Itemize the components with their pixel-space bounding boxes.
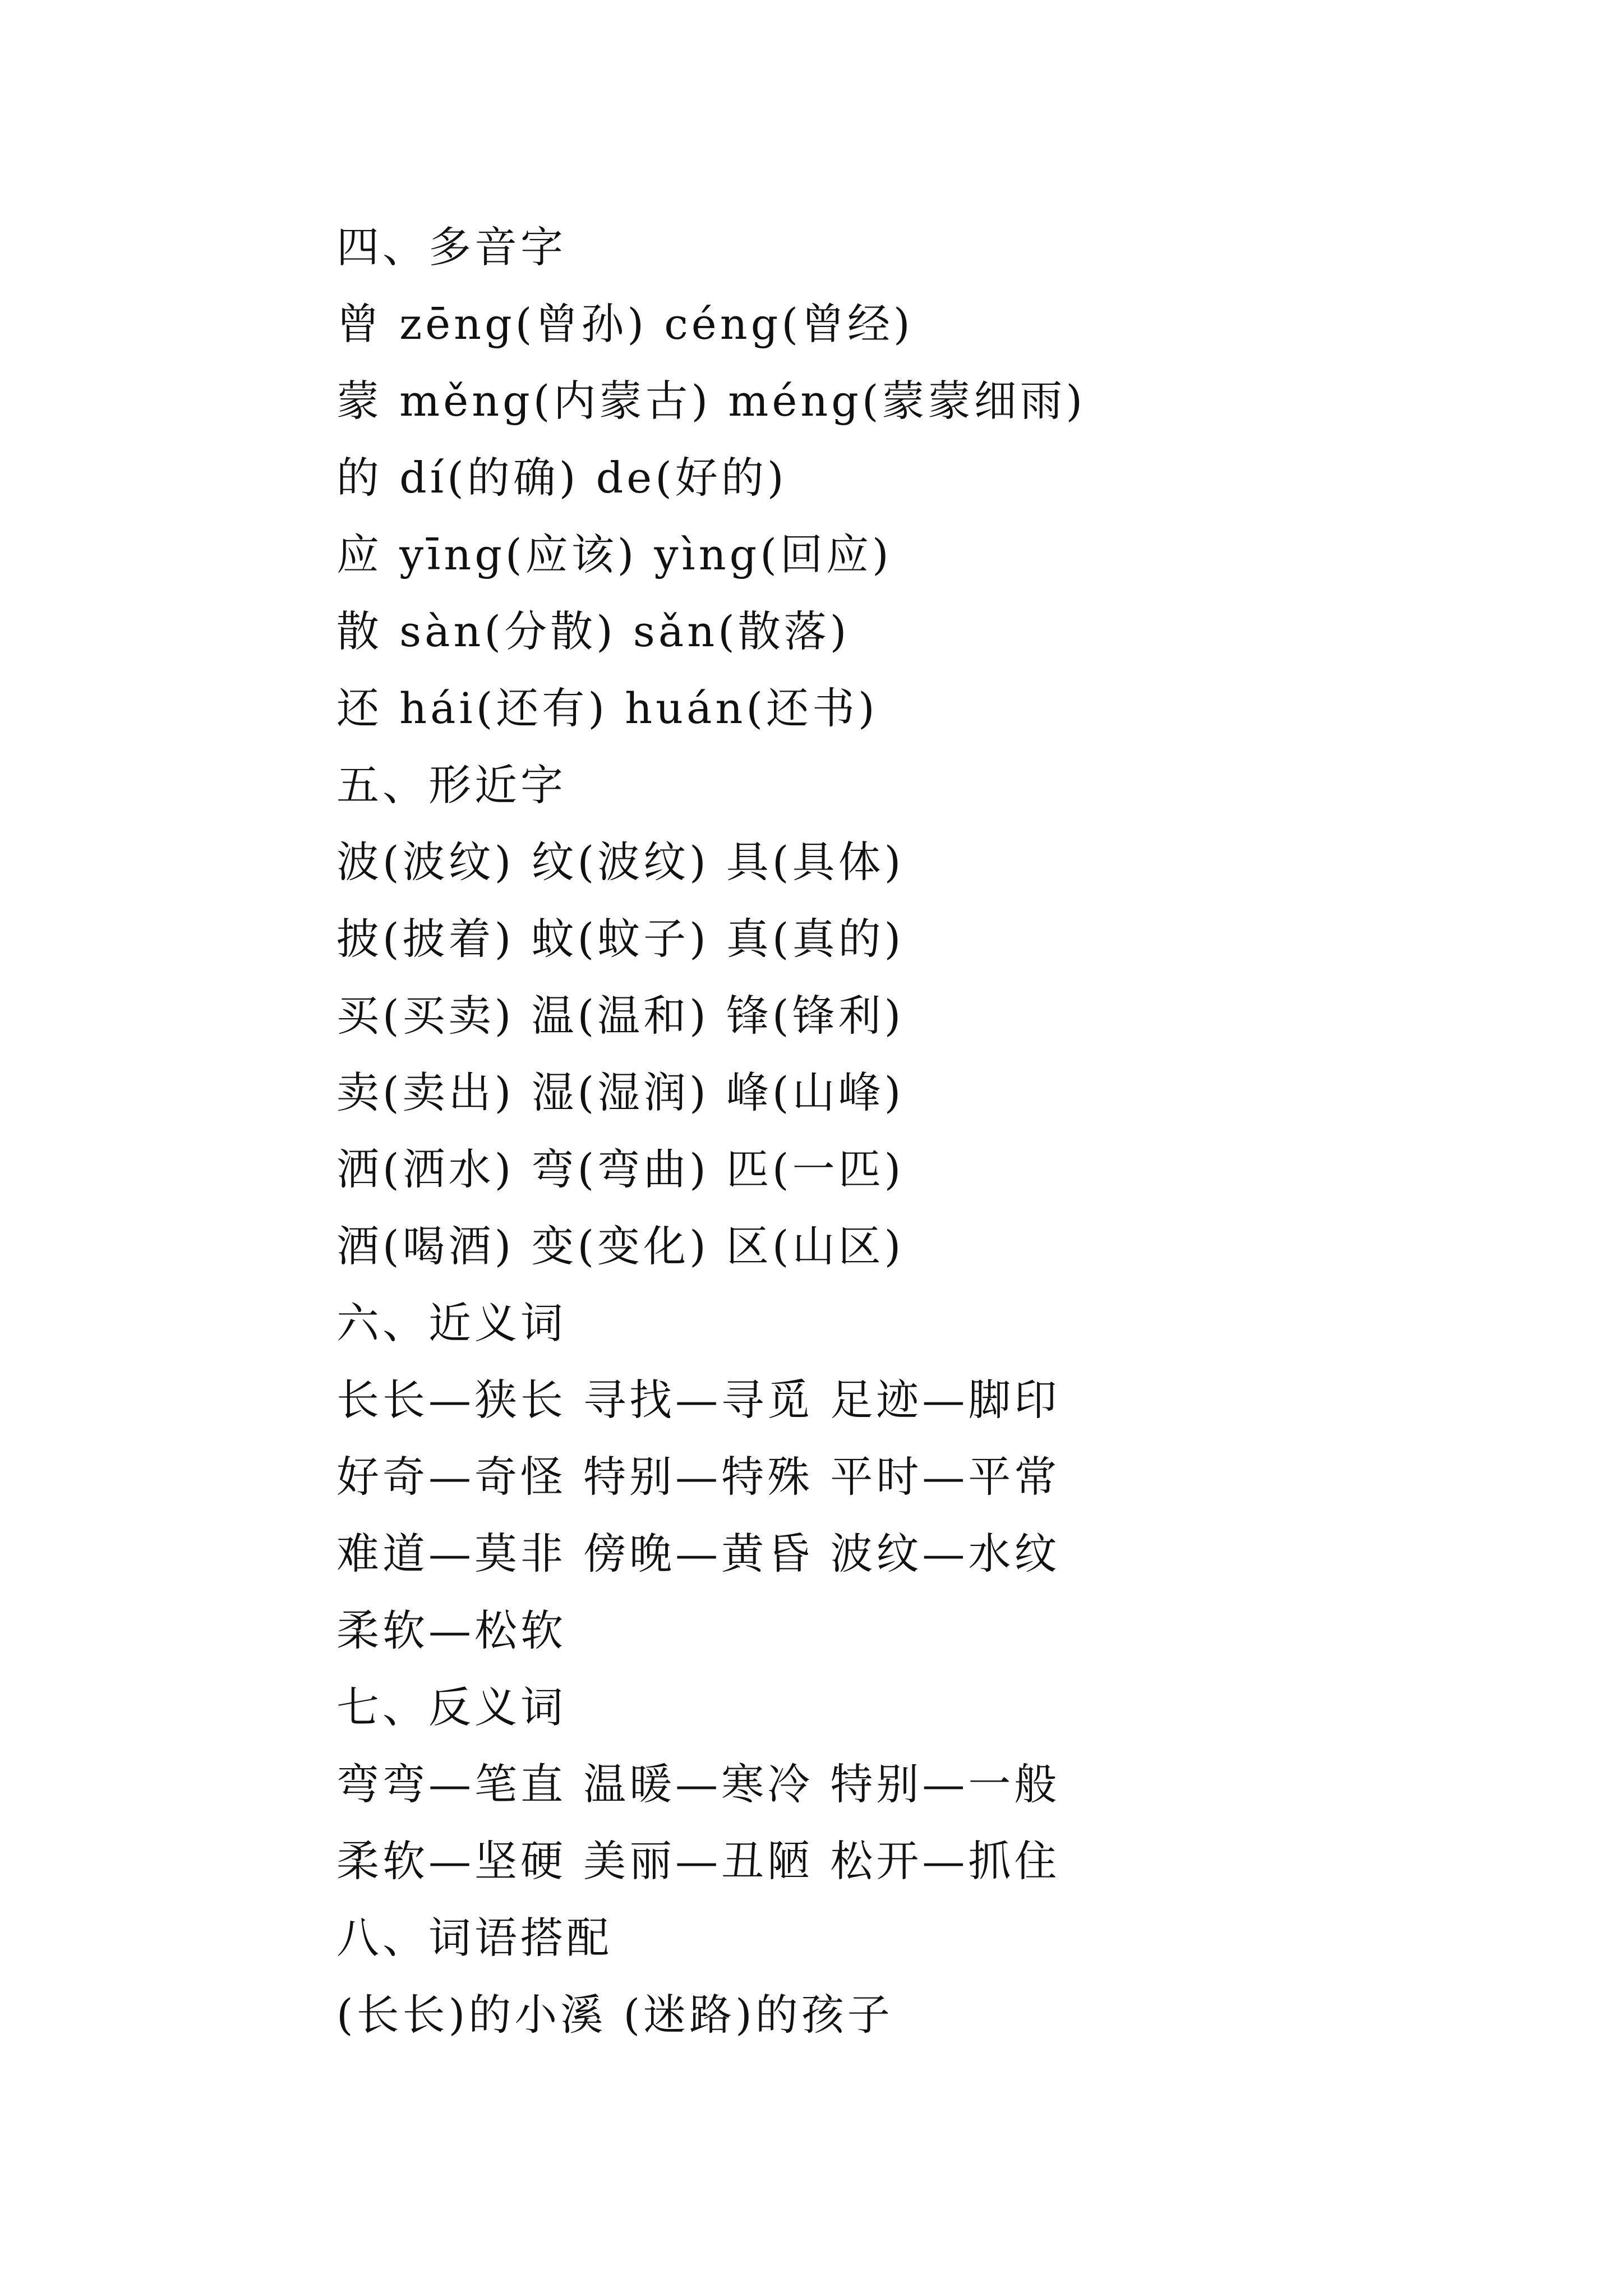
synonym-entry: 难道—莫非 傍晚—黄昏 波纹—水纹 xyxy=(336,1529,1061,1579)
section-heading-collocations: 八、词语搭配 xyxy=(336,1913,612,1963)
polyphonic-entry: 的 dí(的确) de(好的) xyxy=(336,453,787,503)
similar-shape-entry: 波(波纹) 纹(波纹) 具(具体) xyxy=(336,837,905,887)
synonym-entry: 好奇—奇怪 特别—特殊 平时—平常 xyxy=(336,1452,1061,1502)
polyphonic-entry: 应 yīng(应该) yìng(回应) xyxy=(336,530,892,579)
similar-shape-entry: 买(买卖) 温(温和) 锋(锋利) xyxy=(336,991,905,1041)
similar-shape-entry: 洒(洒水) 弯(弯曲) 匹(一匹) xyxy=(336,1144,905,1194)
polyphonic-entry: 散 sàn(分散) sǎn(散落) xyxy=(336,606,850,656)
synonym-entry: 长长—狭长 寻找—寻觅 足迹—脚印 xyxy=(336,1375,1061,1425)
polyphonic-entry: 曾 zēng(曾孙) céng(曾经) xyxy=(336,299,914,349)
polyphonic-entry: 蒙 měng(内蒙古) méng(蒙蒙细雨) xyxy=(336,376,1086,426)
similar-shape-entry: 卖(卖出) 湿(湿润) 峰(山峰) xyxy=(336,1068,905,1117)
collocation-entry: (长长)的小溪 (迷路)的孩子 xyxy=(336,1990,893,2040)
section-heading-polyphonic: 四、多音字 xyxy=(336,222,566,272)
section-heading-similar-shape: 五、形近字 xyxy=(336,760,566,810)
similar-shape-entry: 酒(喝酒) 变(变化) 区(山区) xyxy=(336,1221,905,1271)
similar-shape-entry: 披(披着) 蚊(蚊子) 真(真的) xyxy=(336,914,905,964)
antonym-entry: 弯弯—笔直 温暖—寒冷 特别—一般 xyxy=(336,1759,1061,1809)
document-content xyxy=(336,209,1514,2053)
antonym-entry: 柔软—坚硬 美丽—丑陋 松开—抓住 xyxy=(336,1836,1061,1886)
polyphonic-entry: 还 hái(还有) huán(还书) xyxy=(336,683,878,733)
section-heading-antonyms: 七、反义词 xyxy=(336,1682,566,1732)
section-heading-synonyms: 六、近义词 xyxy=(336,1298,566,1348)
synonym-entry: 柔软—松软 xyxy=(336,1605,566,1655)
